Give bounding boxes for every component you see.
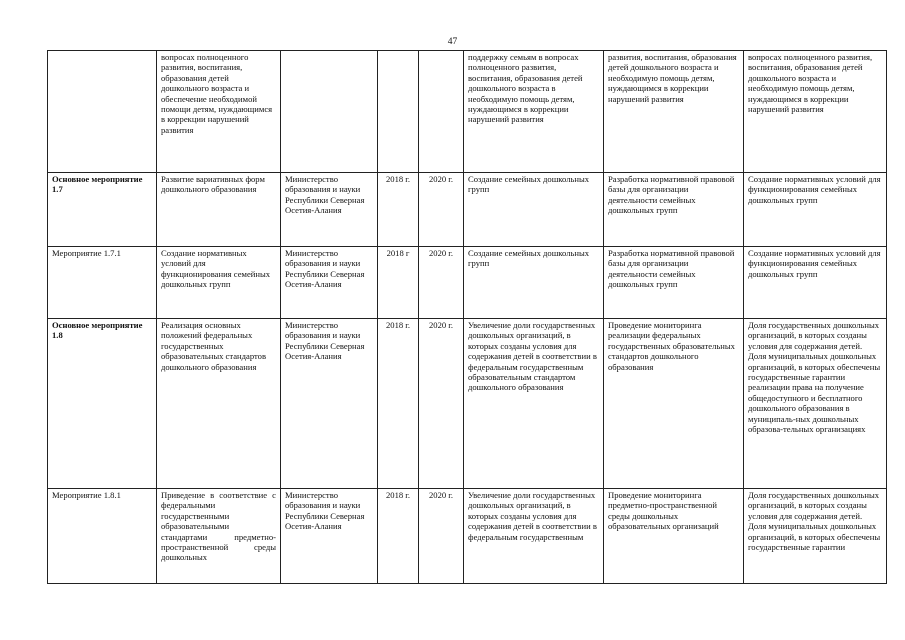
end-year-cell	[419, 51, 464, 173]
indicator-cell: Доля государственных дошкольных организаций, в которых созданы условия для содержания детей. Доля муниципальных дошкольных организаций, в которых обеспечены государственные гарантии реализации права на получение общедоступного и бесплатного дошкольного образования в муниципаль-ных дошкольных образова-тельных организациях	[744, 319, 887, 489]
expected-result-cell: Увеличение доли государственных дошкольных организаций, в которых созданы условия для содержания детей в соответствии в федеральным государственным	[464, 489, 604, 584]
table-row	[48, 247, 887, 319]
table-row	[48, 173, 887, 247]
activity-description-cell: вопросах полноценного развития, воспитания, образования детей дошкольного возраста и обеспечение необходимой помощи детям, нуждающимся в коррекции нарушений развития	[157, 51, 281, 173]
end-year-cell: 2020 г.	[419, 319, 464, 489]
page-number: 47	[447, 37, 458, 47]
indicator-cell: Создание нормативных условий для функционирования семейных дошкольных групп	[744, 247, 887, 319]
activity-name-cell: Основное мероприятие 1.8	[48, 319, 157, 489]
activity-description-cell: Развитие вариативных форм дошкольного образования	[157, 173, 281, 247]
executor-cell: Министерство образования и науки Республики Северная Осетия-Алания	[281, 247, 378, 319]
table-row	[48, 489, 887, 584]
table-row	[48, 51, 887, 173]
start-year-cell	[378, 51, 419, 173]
activity-description-cell: Приведение в соответствие с федеральными государственными образовательными стандартами предметно-пространственной среды дошкольных	[157, 489, 281, 584]
end-year-cell: 2020 г.	[419, 247, 464, 319]
executor-cell: Министерство образования и науки Республики Северная Осетия-Алания	[281, 489, 378, 584]
end-year-cell: 2020 г.	[419, 173, 464, 247]
consequence-cell: Разработка нормативной правовой базы для организации деятельности семейных дошкольных групп	[604, 173, 744, 247]
start-year-cell: 2018 г.	[378, 319, 419, 489]
activity-description-cell: Создание нормативных условий для функционирования семейных дошкольных групп	[157, 247, 281, 319]
executor-cell: Министерство образования и науки Республики Северная Осетия-Алания	[281, 173, 378, 247]
activity-name-cell	[48, 51, 157, 173]
end-year-cell: 2020 г.	[419, 489, 464, 584]
table-row	[48, 319, 887, 489]
indicator-cell: Доля государственных дошкольных организаций, в которых созданы условия для содержания детей. Доля муниципальных дошкольных организаций, в которых обеспечены государственные гарантии	[744, 489, 887, 584]
executor-cell: Министерство образования и науки Республики Северная Осетия-Алания	[281, 319, 378, 489]
activity-name-cell: Основное мероприятие 1.7	[48, 173, 157, 247]
start-year-cell: 2018 г.	[378, 489, 419, 584]
consequence-cell: Проведение мониторинга предметно-пространственной среды дошкольных образовательных организаций	[604, 489, 744, 584]
start-year-cell: 2018 г	[378, 247, 419, 319]
activities-table	[47, 50, 887, 584]
consequence-cell: развития, воспитания, образования детей дошкольного возраста и необходимую помощь детям, нуждающимся в коррекции нарушений развития	[604, 51, 744, 173]
consequence-cell: Проведение мониторинга реализации федеральных государственных образовательных стандартов дошкольного образования	[604, 319, 744, 489]
expected-result-cell: поддержку семьям в вопросах полноценного развития, воспитания, образования детей дошкольного возраста в необходимую помощь детям, нуждающимся в коррекции нарушений развития	[464, 51, 604, 173]
expected-result-cell: Увеличение доли государственных дошкольных организаций, в которых созданы условия для содержания детей в соответствии в федеральным государственным образовательным стандартом дошкольного образования	[464, 319, 604, 489]
consequence-cell: Разработка нормативной правовой базы для организации деятельности семейных дошкольных групп	[604, 247, 744, 319]
activity-description-cell: Реализация основных положений федеральных государственных образовательных стандартов дошкольного образования	[157, 319, 281, 489]
indicator-cell: Создание нормативных условий для функционирования семейных дошкольных групп	[744, 173, 887, 247]
start-year-cell: 2018 г.	[378, 173, 419, 247]
expected-result-cell: Создание семейных дошкольных групп	[464, 247, 604, 319]
activity-name-cell: Мероприятие 1.7.1	[48, 247, 157, 319]
activity-name-cell: Мероприятие 1.8.1	[48, 489, 157, 584]
executor-cell	[281, 51, 378, 173]
expected-result-cell: Создание семейных дошкольных групп	[464, 173, 604, 247]
indicator-cell: вопросах полноценного развития, воспитания, образования детей дошкольного возраста и необходимую помощь детям, нуждающимся в коррекции нарушений развития	[744, 51, 887, 173]
